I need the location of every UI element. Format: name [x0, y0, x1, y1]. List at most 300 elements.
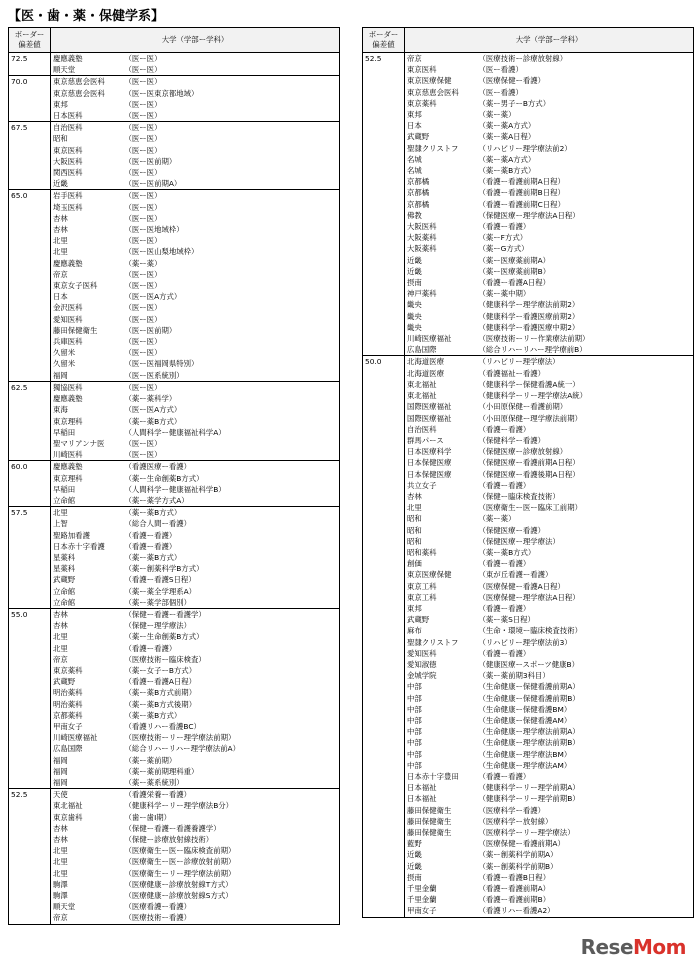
faculty-department: （保健ー看護ー看護養護学） [123, 823, 340, 834]
deviation-score [9, 156, 51, 167]
table-row [363, 905, 694, 917]
deviation-score [363, 693, 405, 704]
university-name: 甲南女子 [51, 721, 123, 732]
table-row [9, 552, 340, 563]
table-row [363, 435, 694, 446]
table-row [363, 883, 694, 894]
deviation-score [9, 99, 51, 110]
university-name: 日本 [405, 120, 477, 131]
deviation-score [9, 404, 51, 415]
table-row [9, 393, 340, 404]
table-row [363, 390, 694, 401]
faculty-department: （薬ー医療薬前期B） [477, 266, 694, 277]
table-row [363, 333, 694, 344]
deviation-score [363, 131, 405, 142]
deviation-score: 67.5 [9, 122, 51, 134]
university-name: 東北福祉 [405, 390, 477, 401]
deviation-score [363, 379, 405, 390]
table-row [363, 266, 694, 277]
university-name: 日本 [51, 291, 123, 302]
deviation-score [363, 558, 405, 569]
table-row [363, 344, 694, 356]
faculty-department: （小田原保健ー理学療法前期） [477, 413, 694, 424]
university-name: 日本医科 [51, 110, 123, 122]
border-header-line2: 偏差値 [18, 40, 41, 49]
deviation-score: 65.0 [9, 190, 51, 202]
deviation-score [363, 704, 405, 715]
university-name: 日本保健医療 [405, 457, 477, 468]
table-row [9, 291, 340, 302]
deviation-score [9, 631, 51, 642]
faculty-department: （看護リハー看護BC） [123, 721, 340, 732]
deviation-score [9, 732, 51, 743]
deviation-score: 55.0 [9, 608, 51, 620]
deviation-score: 72.5 [9, 53, 51, 65]
university-name: 川崎医科 [51, 449, 123, 461]
deviation-score [363, 143, 405, 154]
faculty-department: （保健医療ー看護後期A日程） [477, 469, 694, 480]
university-name: 中部 [405, 693, 477, 704]
university-name: 杏林 [51, 620, 123, 631]
faculty-department: （医療技術ー臨床検査） [123, 654, 340, 665]
university-name: 広島国際 [405, 344, 477, 356]
university-name: 京都橘 [405, 187, 477, 198]
table-row [363, 75, 694, 86]
table-row [9, 156, 340, 167]
table-row [363, 614, 694, 625]
table-row [363, 401, 694, 412]
faculty-department: （医ー医A方式） [123, 404, 340, 415]
university-name: 日本福祉 [405, 793, 477, 804]
university-name: 畿央 [405, 311, 477, 322]
right-table-body [363, 53, 694, 918]
faculty-department: （薬ー薬） [123, 258, 340, 269]
table-row [363, 413, 694, 424]
faculty-department: （医療技術ーリー理学療法前期） [123, 732, 340, 743]
university-name: 京都薬科 [51, 710, 123, 721]
university-name: 東京慈恵会医科 [51, 76, 123, 88]
border-deviation-header [363, 28, 405, 53]
faculty-department: （医ー医前期） [123, 156, 340, 167]
deviation-score [363, 603, 405, 614]
university-name: 近畿 [51, 178, 123, 190]
deviation-score [9, 574, 51, 585]
deviation-score [9, 800, 51, 811]
table-row [9, 755, 340, 766]
deviation-score [9, 145, 51, 156]
table-row [9, 76, 340, 88]
faculty-department: （薬ー薬A日程） [477, 131, 694, 142]
university-name: 畿央 [405, 299, 477, 310]
university-name: 北海道医療 [405, 356, 477, 368]
deviation-score [363, 344, 405, 356]
resemom-logo [581, 935, 686, 959]
table-row [363, 165, 694, 176]
university-name: 昭和 [51, 133, 123, 144]
deviation-score [363, 154, 405, 165]
faculty-department: （医ー医A方式） [123, 291, 340, 302]
deviation-score [363, 670, 405, 681]
deviation-score [363, 210, 405, 221]
deviation-score [363, 469, 405, 480]
table-row [9, 812, 340, 823]
table-row [363, 737, 694, 748]
deviation-score [9, 541, 51, 552]
table-row [9, 449, 340, 461]
faculty-department: （薬ー薬前期） [123, 755, 340, 766]
faculty-department: （医ー医） [123, 213, 340, 224]
faculty-department: （医ー医） [123, 110, 340, 122]
university-name: 慶應義塾 [51, 461, 123, 473]
table-row [9, 246, 340, 257]
deviation-score [363, 894, 405, 905]
university-name: 帝京 [51, 912, 123, 924]
deviation-score [9, 721, 51, 732]
university-name: 昭和 [405, 513, 477, 524]
table-row [9, 178, 340, 190]
table-row [9, 743, 340, 754]
faculty-department: （医ー医） [123, 64, 340, 76]
faculty-department: （健康科学ー理学療法前期2） [477, 299, 694, 310]
university-name: 杏林 [51, 608, 123, 620]
faculty-department: （医療技術ー看護） [123, 912, 340, 924]
university-name: 星薬科 [51, 552, 123, 563]
university-name: 福岡 [51, 766, 123, 777]
faculty-department: （健康科学ーリー理学前期B） [477, 793, 694, 804]
faculty-department: （人間科学ー健康福祉科学A） [123, 427, 340, 438]
faculty-department: （医ー医系統別） [123, 370, 340, 382]
deviation-score [9, 202, 51, 213]
faculty-department: （薬ー薬B方式） [123, 552, 340, 563]
table-row [9, 213, 340, 224]
faculty-department: （薬ー薬学部個別） [123, 597, 340, 609]
table-row [9, 879, 340, 890]
university-name: 上智 [51, 518, 123, 529]
faculty-department: （医ー医） [123, 76, 340, 88]
faculty-department: （人間科学ー健康福祉科学B） [123, 484, 340, 495]
table-row [363, 98, 694, 109]
faculty-department: （保健ー理学療法） [123, 620, 340, 631]
university-name: 北里 [51, 868, 123, 879]
table-row [9, 110, 340, 122]
faculty-department: （医ー医） [123, 202, 340, 213]
deviation-score [9, 291, 51, 302]
deviation-score [9, 495, 51, 507]
university-name: 甲南女子 [405, 905, 477, 917]
table-row [9, 901, 340, 912]
faculty-department: （看護ー看護前期A日程） [477, 176, 694, 187]
left-table-body [9, 53, 340, 925]
border-header-line2: 偏差値 [372, 40, 395, 49]
faculty-department: （保健医療ー看護前期A日程） [477, 457, 694, 468]
deviation-score [363, 221, 405, 232]
deviation-score [9, 518, 51, 529]
deviation-score [9, 879, 51, 890]
faculty-department: （医ー医前期） [123, 325, 340, 336]
deviation-score [363, 98, 405, 109]
faculty-department: （医ー医） [123, 449, 340, 461]
university-name: 麻布 [405, 625, 477, 636]
faculty-department: （生命・環境ー臨床検査技術） [477, 625, 694, 636]
university-name: 中部 [405, 726, 477, 737]
table-row [9, 721, 340, 732]
table-row [363, 446, 694, 457]
table-row [9, 258, 340, 269]
deviation-score [9, 167, 51, 178]
faculty-department: （薬ー生命創薬B方式） [123, 473, 340, 484]
deviation-score [363, 536, 405, 547]
deviation-score [363, 849, 405, 860]
table-row [363, 569, 694, 580]
deviation-score [363, 827, 405, 838]
deviation-score [363, 838, 405, 849]
table-row [363, 109, 694, 120]
university-name: 千里金蘭 [405, 883, 477, 894]
faculty-department: （薬ー創薬科学前期B） [477, 861, 694, 872]
deviation-score [9, 845, 51, 856]
deviation-score [9, 393, 51, 404]
deviation-score [363, 390, 405, 401]
table-row [9, 202, 340, 213]
table-row [9, 167, 340, 178]
faculty-department: （医ー医福岡県特別） [123, 358, 340, 369]
deviation-score [363, 87, 405, 98]
table-row [363, 491, 694, 502]
university-name: 中部 [405, 715, 477, 726]
table-row [9, 314, 340, 325]
deviation-score [9, 314, 51, 325]
table-row [9, 777, 340, 789]
table-row [363, 255, 694, 266]
deviation-score [9, 643, 51, 654]
university-name: 自治医科 [405, 424, 477, 435]
faculty-department: （健康科学ー看護医療中期2） [477, 322, 694, 333]
university-name: 共立女子 [405, 480, 477, 491]
logo-text-mom: Mom [633, 935, 686, 959]
border-header-line1: ボーダー [14, 30, 45, 39]
university-name: 中部 [405, 760, 477, 771]
deviation-score [363, 277, 405, 288]
table-row [363, 536, 694, 547]
faculty-department: （薬ー薬） [477, 109, 694, 120]
deviation-score [363, 737, 405, 748]
university-name: 北里 [51, 631, 123, 642]
university-name: 岩手医科 [51, 190, 123, 202]
table-row [9, 190, 340, 202]
university-name: 日本保健医療 [405, 469, 477, 480]
deviation-score: 62.5 [9, 381, 51, 393]
faculty-department: （薬ー薬全学理系A） [123, 586, 340, 597]
deviation-score [363, 435, 405, 446]
table-row [9, 269, 340, 280]
deviation-score [9, 438, 51, 449]
table-row [9, 133, 340, 144]
university-name: 早稲田 [51, 484, 123, 495]
faculty-department: （看護リハー看護A2） [477, 905, 694, 917]
university-name: 杏林 [51, 224, 123, 235]
university-name: 昭和薬科 [405, 547, 477, 558]
deviation-score [9, 336, 51, 347]
deviation-score [9, 427, 51, 438]
table-row [9, 676, 340, 687]
deviation-score: 52.5 [9, 789, 51, 801]
table-row [9, 732, 340, 743]
deviation-score [9, 901, 51, 912]
table-row [363, 277, 694, 288]
university-name: 東邦 [405, 109, 477, 120]
university-name: 聖隷クリストフ [405, 143, 477, 154]
university-name: 兵庫医科 [51, 336, 123, 347]
table-row [9, 99, 340, 110]
deviation-score [9, 777, 51, 789]
faculty-department: （医ー医東京都地域） [123, 88, 340, 99]
faculty-department: （医療保健ー看護A日程） [477, 581, 694, 592]
deviation-score [9, 530, 51, 541]
table-row [9, 890, 340, 901]
faculty-department: （医ー医） [123, 336, 340, 347]
university-name: 畿央 [405, 322, 477, 333]
university-name: 東邦 [51, 99, 123, 110]
deviation-score [363, 883, 405, 894]
university-name: 東京工科 [405, 592, 477, 603]
deviation-score [9, 370, 51, 382]
faculty-department: （看護栄養ー看護） [123, 789, 340, 801]
table-row [363, 894, 694, 905]
faculty-department: （看護ー看護） [477, 221, 694, 232]
table-row [9, 643, 340, 654]
deviation-score [9, 856, 51, 867]
table-row [9, 381, 340, 393]
deviation-score [363, 793, 405, 804]
deviation-score [363, 165, 405, 176]
table-row [363, 87, 694, 98]
faculty-department: （薬ー生命創薬B方式） [123, 631, 340, 642]
university-name: 川崎医療福祉 [51, 732, 123, 743]
deviation-score [363, 232, 405, 243]
table-row [9, 834, 340, 845]
faculty-department: （医療科学ー放射線） [477, 816, 694, 827]
faculty-department: （医療衛生ー医ー臨床工前期） [477, 502, 694, 513]
deviation-score [363, 771, 405, 782]
table-row [363, 176, 694, 187]
table-row [9, 530, 340, 541]
university-name: 藤田保健衛生 [405, 827, 477, 838]
deviation-score [363, 659, 405, 670]
deviation-score [9, 868, 51, 879]
table-row [363, 827, 694, 838]
faculty-department: （医ー医） [123, 381, 340, 393]
university-name: 福岡 [51, 755, 123, 766]
table-row [363, 805, 694, 816]
deviation-score: 50.0 [363, 356, 405, 368]
left-ranking-table [8, 27, 340, 925]
university-name: 大阪医科 [51, 156, 123, 167]
university-name: 福岡 [51, 370, 123, 382]
faculty-department: （総合人間ー看護） [123, 518, 340, 529]
university-name: 明治薬科 [51, 687, 123, 698]
faculty-department: （健康科学ーリー理学療法B分） [123, 800, 340, 811]
university-name: 東北福祉 [51, 800, 123, 811]
deviation-score [363, 176, 405, 187]
deviation-score [9, 64, 51, 76]
university-name: 中部 [405, 737, 477, 748]
university-name: 近畿 [405, 255, 477, 266]
table-row [9, 710, 340, 721]
page-title: 【医・歯・薬・保健学系】 [8, 9, 165, 24]
table-row [363, 592, 694, 603]
faculty-department: （薬ー創薬科学B方式） [123, 563, 340, 574]
university-name: 名城 [405, 165, 477, 176]
deviation-score [363, 424, 405, 435]
university-header: 大学（学部ー学科） [51, 28, 340, 53]
university-name: 大阪医科 [405, 221, 477, 232]
faculty-department: （リハビリー理学療法前2） [477, 143, 694, 154]
table-row [9, 541, 340, 552]
deviation-score [363, 805, 405, 816]
university-name: 群馬パース [405, 435, 477, 446]
deviation-score [9, 280, 51, 291]
table-row [9, 358, 340, 369]
university-name: 武蔵野 [51, 676, 123, 687]
university-name: 慶應義塾 [51, 393, 123, 404]
table-row [363, 120, 694, 131]
deviation-score [9, 743, 51, 754]
university-name: 慶應義塾 [51, 53, 123, 65]
faculty-department: （保健医療ー看護） [477, 525, 694, 536]
border-header-line1: ボーダー [368, 30, 399, 39]
deviation-score [363, 299, 405, 310]
table-row [363, 221, 694, 232]
faculty-department: （薬ー薬前期理科重） [123, 766, 340, 777]
university-name: 金沢医科 [51, 302, 123, 313]
deviation-score: 70.0 [9, 76, 51, 88]
deviation-score: 60.0 [9, 461, 51, 473]
faculty-department: （生命健康ー保健看護BM） [477, 704, 694, 715]
university-name: 順天堂 [51, 64, 123, 76]
table-row [363, 232, 694, 243]
table-row [363, 502, 694, 513]
table-row [363, 659, 694, 670]
deviation-score [9, 133, 51, 144]
university-header: 大学（学部ー学科） [405, 28, 694, 53]
university-name: 東京工科 [405, 581, 477, 592]
deviation-score [9, 178, 51, 190]
university-name: 東京医療保健 [405, 569, 477, 580]
table-row [9, 484, 340, 495]
university-name: 近畿 [405, 266, 477, 277]
university-name: 獨協医科 [51, 381, 123, 393]
deviation-score [9, 473, 51, 484]
table-row [363, 53, 694, 65]
faculty-department: （医療保健ー看護前期A） [477, 838, 694, 849]
table-row [9, 325, 340, 336]
deviation-score [363, 614, 405, 625]
faculty-department: （医ー医） [123, 190, 340, 202]
table-row [9, 518, 340, 529]
table-row [9, 495, 340, 507]
deviation-score [9, 325, 51, 336]
faculty-department: （健康科学ーリー理学療法A統） [477, 390, 694, 401]
faculty-department: （薬ーG方式） [477, 243, 694, 254]
deviation-score [363, 446, 405, 457]
university-name: 東京理科 [51, 473, 123, 484]
table-row [363, 154, 694, 165]
deviation-score [363, 187, 405, 198]
deviation-score [9, 563, 51, 574]
faculty-department: （薬ー医療薬前期A） [477, 255, 694, 266]
faculty-department: （医療衛生ーリー理学療法前期） [123, 868, 340, 879]
faculty-department: （薬ー薬B方式） [123, 416, 340, 427]
